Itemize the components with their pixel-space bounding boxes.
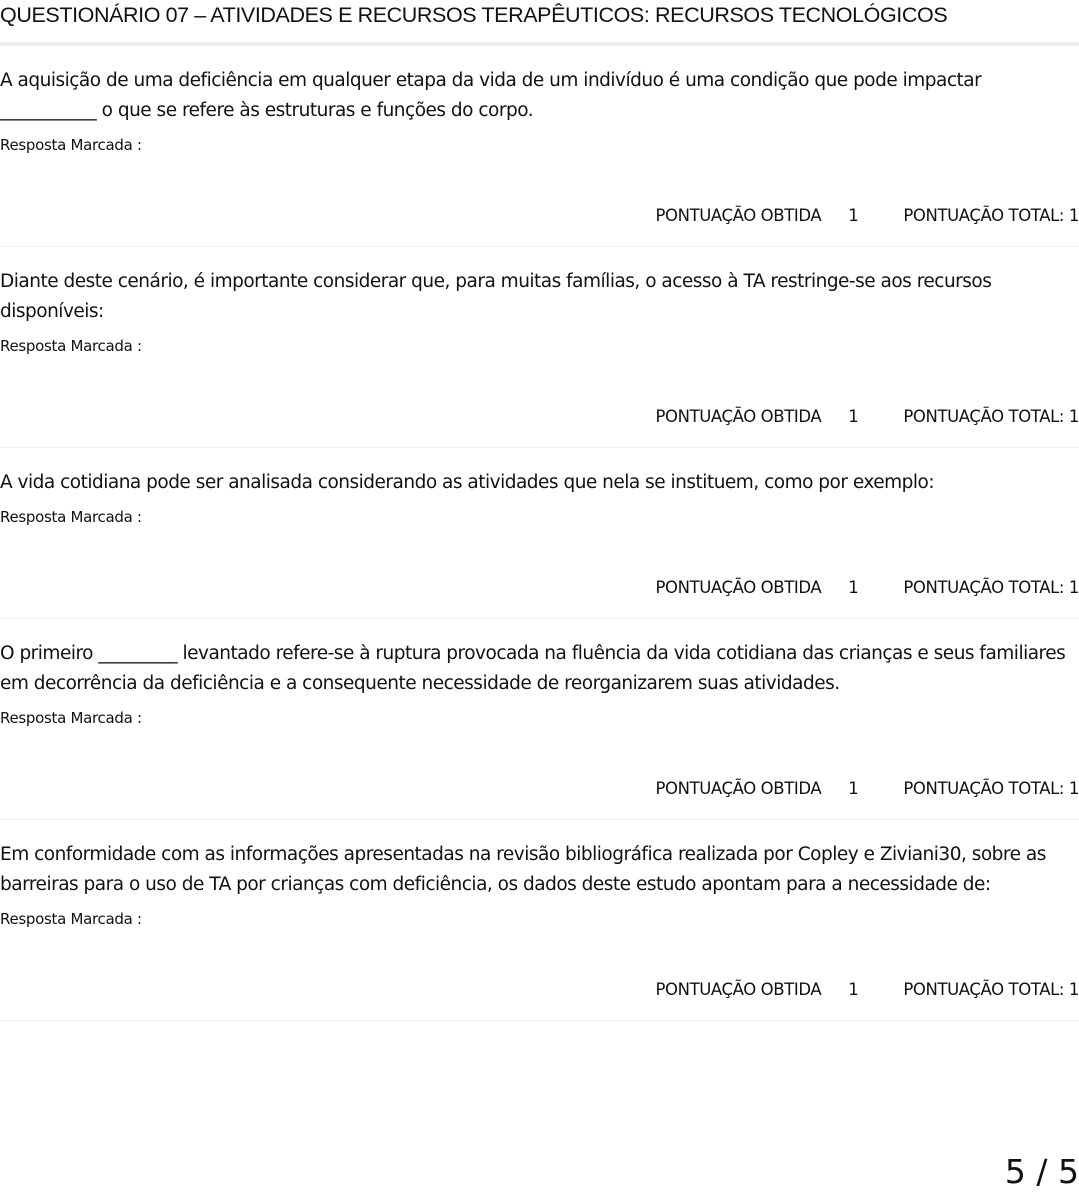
score-obtained-label: PONTUAÇÃO OBTIDA — [655, 205, 822, 225]
answer-label: Resposta Marcada : — [0, 337, 142, 355]
score-obtained-value: 1 — [848, 778, 859, 798]
score-row — [0, 778, 1079, 798]
score-obtained-value: 1 — [848, 979, 859, 999]
score-total-label: PONTUAÇÃO TOTAL: 1 — [903, 205, 1079, 225]
question-text: A aquisição de uma deficiência em qualquer etapa da vida de um indivíduo é uma condição que pode impactar ___________ o que se refere às estruturas e funções do corpo. — [0, 70, 982, 121]
question-text: A vida cotidiana pode ser analisada considerando as atividades que nela se instituem, como por exemplo: — [0, 472, 935, 493]
score-obtained-value: 1 — [848, 577, 859, 597]
score-row — [0, 406, 1079, 426]
question-text: Diante deste cenário, é importante considerar que, para muitas famílias, o acesso à TA restringe-se aos recursos disponíveis: — [0, 271, 992, 322]
question-text: Em conformidade com as informações apresentadas na revisão bibliográfica realizada por Copley e Ziviani30, sobre as barreiras para o uso de TA por crianças com deficiência, os dados deste estudo apontam para a necessidade de: — [0, 844, 1046, 895]
score-obtained-label: PONTUAÇÃO OBTIDA — [655, 577, 822, 597]
score-total-label: PONTUAÇÃO TOTAL: 1 — [903, 577, 1079, 597]
answer-label: Resposta Marcada : — [0, 910, 142, 928]
question-item — [0, 46, 1079, 247]
score-obtained-label: PONTUAÇÃO OBTIDA — [655, 406, 822, 426]
score-row — [0, 577, 1079, 597]
score-total-label: PONTUAÇÃO TOTAL: 1 — [903, 979, 1079, 999]
answer-label: Resposta Marcada : — [0, 136, 142, 154]
score-obtained-label: PONTUAÇÃO OBTIDA — [655, 778, 822, 798]
score-obtained-value: 1 — [848, 406, 859, 426]
score-total-label: PONTUAÇÃO TOTAL: 1 — [903, 778, 1079, 798]
score-total-label: PONTUAÇÃO TOTAL: 1 — [903, 406, 1079, 426]
page-counter: 5 / 5 — [1004, 1152, 1079, 1191]
score-obtained-label: PONTUAÇÃO OBTIDA — [655, 979, 822, 999]
page-title: QUESTIONÁRIO 07 – ATIVIDADES E RECURSOS TERAPÊUTICOS: RECURSOS TECNOLÓGICOS — [0, 3, 948, 27]
question-item — [0, 619, 1079, 820]
question-item — [0, 247, 1079, 448]
score-row — [0, 205, 1079, 225]
question-item — [0, 448, 1079, 619]
score-row — [0, 979, 1079, 999]
question-text: O primeiro _________ levantado refere-se à ruptura provocada na fluência da vida cotidiana das crianças e seus familiares em decorrência da deficiência e a consequente necessidade de reorganizarem suas atividades. — [0, 643, 1066, 694]
page-header — [0, 0, 1079, 46]
score-obtained-value: 1 — [848, 205, 859, 225]
question-list — [0, 46, 1079, 1021]
answer-label: Resposta Marcada : — [0, 508, 142, 526]
question-item — [0, 820, 1079, 1021]
answer-label: Resposta Marcada : — [0, 709, 142, 727]
